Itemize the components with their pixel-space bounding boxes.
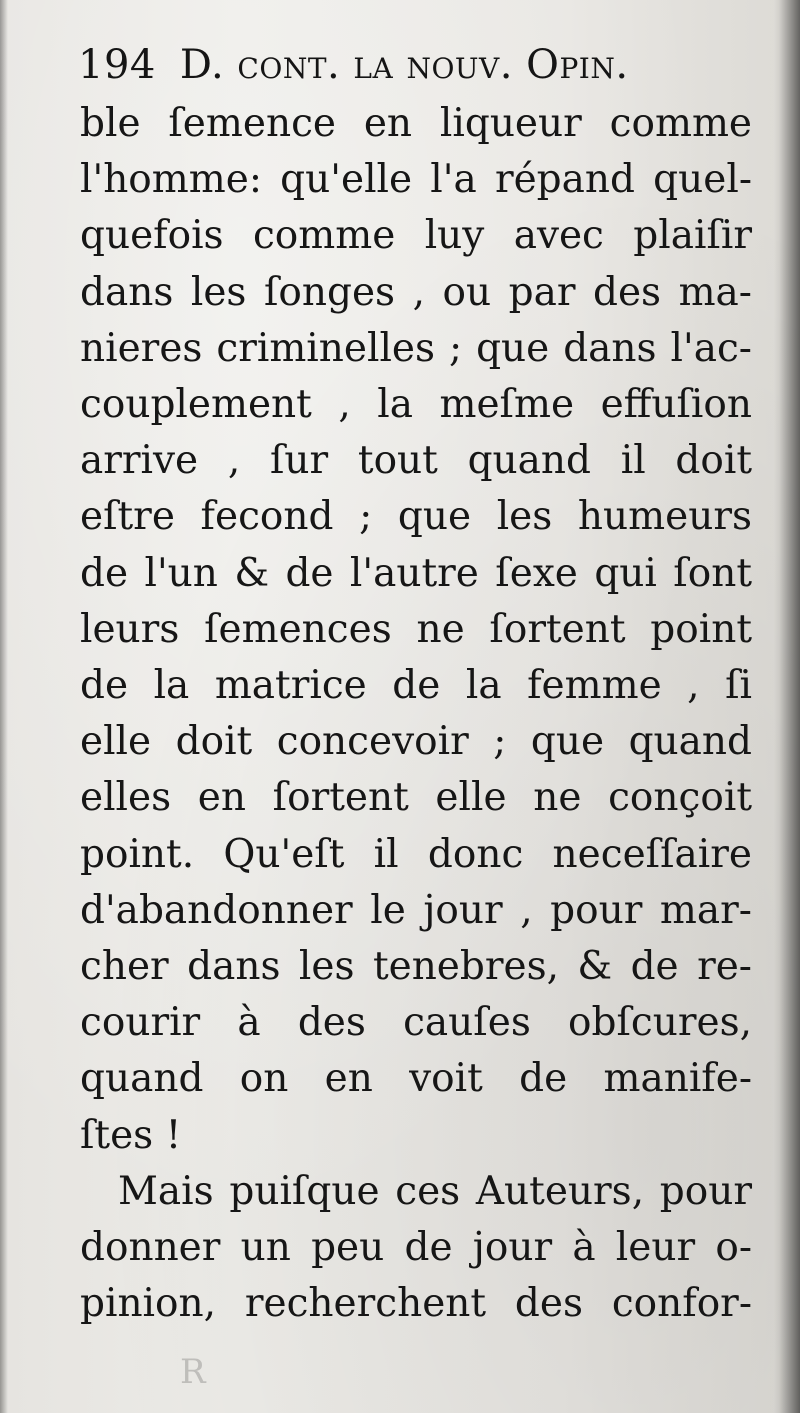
page-left-shadow (0, 0, 8, 1413)
text-line: elles en ſortent elle ne conçoit (80, 775, 752, 821)
running-head: D. cont. la nouv. Opin. (179, 42, 629, 88)
text-line: quefois comme luy avec plaiſir (80, 213, 752, 259)
signature-mark: R (180, 1352, 206, 1392)
text-line: elle doit concevoir ; que quand (80, 719, 752, 765)
text-line: point. Qu'eſt il donc neceſſaire (80, 831, 752, 877)
text-line: arrive , ſur tout quand il doit (80, 438, 752, 484)
text-line: leurs ſemences ne ſortent point (80, 606, 752, 652)
text-line: couplement , la meſme effuſion (80, 382, 752, 428)
text-line: quand on en voit de manife- (80, 1056, 752, 1102)
text-line: courir à des cauſes obſcures, (80, 1000, 752, 1046)
page-header (78, 40, 629, 90)
text-line: nieres criminelles ; que dans l'ac- (80, 325, 752, 371)
text-line: de l'un & de l'autre ſexe qui ſont (80, 550, 752, 596)
text-line: eſtre fecond ; que les humeurs (80, 494, 752, 540)
page-right-shadow (774, 0, 800, 1413)
text-line: d'abandonner le jour , pour mar- (80, 887, 752, 933)
text-line: l'homme: qu'elle l'a répand quel- (80, 157, 752, 203)
text-line: ſtes ! (80, 1112, 182, 1158)
page-number: 194 (78, 42, 156, 88)
text-line: donner un peu de jour à leur o- (80, 1225, 752, 1271)
text-line: ble ſemence en liqueur comme (80, 101, 752, 146)
text-line: cher dans les tenebres, & de re- (80, 944, 752, 990)
text-line: de la matrice de la femme , ſi (80, 663, 752, 709)
body-text (80, 96, 752, 1332)
text-line: dans les ſonges , ou par des ma- (80, 269, 752, 315)
text-line: pinion, recherchent des confor- (80, 1281, 752, 1327)
paragraph-start-line: Mais puiſque ces Auteurs, pour (118, 1168, 752, 1214)
